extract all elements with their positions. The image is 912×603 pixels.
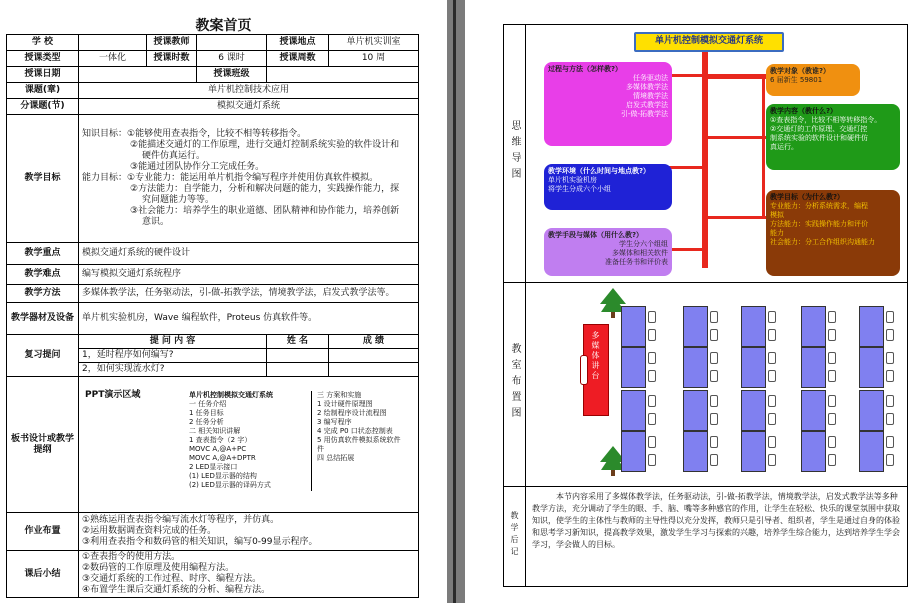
scroll-divider — [453, 0, 456, 603]
chair — [828, 395, 836, 407]
chair — [886, 311, 894, 323]
chair — [648, 436, 656, 448]
row-date: 授课日期 授课班级 — [7, 67, 419, 83]
desk — [859, 390, 884, 431]
desk — [621, 306, 646, 347]
chair — [886, 436, 894, 448]
row-subtopic: 分课题(节) 模拟交通灯系统 — [7, 99, 419, 115]
mindmap-target: 教学对象（教谁?） 6 届新生 59801 — [766, 64, 860, 96]
desk — [859, 347, 884, 388]
classroom-layout — [526, 284, 906, 486]
chair — [828, 436, 836, 448]
row-chapter: 课题(章) 单片机控制技术应用 — [7, 83, 419, 99]
right-table — [503, 24, 908, 587]
page-gutter — [447, 0, 465, 603]
chair — [648, 413, 656, 425]
chair — [710, 311, 718, 323]
ppt-area-label: PPT演示区域 — [85, 390, 141, 400]
row-equipment: 教学器材及设备 单片机实验机房，Wave 编程软件，Proteus 仿真软件等。 — [7, 303, 419, 335]
chair — [648, 395, 656, 407]
mindmap-process: 过程与方法（怎样教?） 任务驱动法 多媒体教学法 情境教学法 启发式教学法 引-做-拓教学法 — [544, 62, 672, 146]
desk — [741, 347, 766, 388]
desk — [621, 431, 646, 472]
row-type: 授课类型 一体化 授课时数 6 课时 授课周数 10 周 — [7, 51, 419, 67]
chair — [828, 311, 836, 323]
row-review-head: 复习提问 提 问 内 容 姓 名 成 绩 — [7, 335, 419, 349]
row-homework: 作业布置 ①熟练运用查表指令编写流水灯等程序，并仿真。 ②运用数据调查资料完成的任务。 ③利用查表指令和数码管的相关知识，编写0-99显示程序。 — [7, 513, 419, 551]
chair — [886, 329, 894, 341]
chair — [768, 352, 776, 364]
mindmap-title: 单片机控制模拟交通灯系统 — [634, 32, 784, 52]
desk — [621, 390, 646, 431]
review-item: 1，延时程序如何编写? — [7, 349, 419, 363]
lesson-plan-table — [6, 34, 419, 598]
row-summary: 课后小结 ①查表指令的使用方法。 ②数码管的工作原理及使用编程方法。 ③交通灯系统的工作过程、时序、编程方法。 ④布置学生课后交通灯系统的分析、编程方法。 — [7, 551, 419, 598]
chair — [710, 413, 718, 425]
row-difficulty: 教学难点 编写模拟交通灯系统程序 — [7, 265, 419, 285]
chair — [768, 329, 776, 341]
chair — [886, 352, 894, 364]
desk — [801, 390, 826, 431]
desk — [683, 347, 708, 388]
right-page — [465, 0, 912, 603]
chair — [648, 311, 656, 323]
chair — [886, 370, 894, 382]
desk — [741, 390, 766, 431]
row-reflection: 教学后记 本节内容采用了多媒体教学法，任务驱动法，引-做-拓教学法，情境教学法，启发式教学法等多种教学方法，充分调动了学生的眼、手、脑、嘴等多种感官的作用，让学生在轻松、快乐的课堂氛围中获取知识，使学生的主体性与教师的主导性得以充分发挥，教师只是引导者、组织者，学生是通过自身的体验和思考学习新知识，提高教学效果，激发学生学习与探索的兴趣，培养学生综合能力，达到培养学生学会学习，学会做人的目标。 — [504, 487, 908, 587]
desk — [741, 431, 766, 472]
chair — [828, 370, 836, 382]
chair — [648, 352, 656, 364]
chair — [828, 454, 836, 466]
row-board: 板书设计或教学提纲 PPT演示区域 单片机控制模拟交通灯系统 一 任务介绍 1 任务目标 2 任务分析 二 相关知识讲解 1 查表指令（2 字） MOVC A,@A+PC MOVC A,@A+DPTR 2 LED显示接口 (1) LED显示器的结构 (2) LED显示器的译码方式 三 方案和实施 1 设计硬件原理图 2 绘制程序设计流程图 3 编写程序 4 完成 P0 口状态控制表 5 用仿真软件模拟系统软件 件 四 总结拓展 — [7, 377, 419, 513]
review-item: 2，如何实现流水灯? — [7, 363, 419, 377]
row-method: 教学方法 多媒体教学法，任务驱动法，引-做-拓教学法，情境教学法，启发式教学法等。 — [7, 285, 419, 303]
chair — [648, 454, 656, 466]
board-outline-1: 单片机控制模拟交通灯系统 一 任务介绍 1 任务目标 2 任务分析 二 相关知识讲解 1 查表指令（2 字） MOVC A,@A+PC MOVC A,@A+DPTR 2 LED显示接口 (1) LED显示器的结构 (2) LED显示器的译码方式 — [189, 391, 273, 489]
desk — [683, 306, 708, 347]
chair — [768, 370, 776, 382]
chair — [886, 454, 894, 466]
chair — [886, 395, 894, 407]
chair — [710, 436, 718, 448]
chair — [886, 413, 894, 425]
chair — [648, 370, 656, 382]
row-school: 学 校 授课教师 授课地点 单片机实训室 — [7, 35, 419, 51]
row-mindmap: 思维导图 单片机控制模拟交通灯系统 过程与方法（怎样教?） 任务驱动法 多媒体教学法 情境教学法 启发式教学法 引-做-拓教学法 教学环境（什么时间与地点教?） 单片机实验机房 将学生分成六个小组 教学手段与媒体（用什么教?） 学生分六个组组 多媒体和相关软件 准备任务书和评价表 教学对象（教谁?） 6 届新生 59801 教学内容（教什么?） ①查表指令，比较不相等转移指令。 ②交通灯的工作原理、交通灯控 制系统实验的软件设计和硬件仿 真运行。 教学目标（为什么教?） 专业能力：分析系统需求，编程 模拟 方法能力：实践操作能力和评价 能力 社会能力：分工合作组织沟通能力 — [504, 25, 908, 283]
chair — [768, 413, 776, 425]
desk — [859, 306, 884, 347]
row-classroom-layout: 教室布置图 多媒体讲台 — [504, 283, 908, 487]
chair — [710, 454, 718, 466]
chair — [768, 311, 776, 323]
left-page — [0, 0, 447, 603]
desk — [801, 347, 826, 388]
desk — [683, 431, 708, 472]
mindmap-means: 教学手段与媒体（用什么教?） 学生分六个组组 多媒体和相关软件 准备任务书和评价表 — [544, 228, 672, 276]
mindmap-content: 教学内容（教什么?） ①查表指令，比较不相等转移指令。 ②交通灯的工作原理、交通灯控 制系统实验的软件设计和硬件仿 真运行。 — [766, 104, 900, 170]
desk — [801, 431, 826, 472]
mind-map — [526, 26, 906, 282]
desk — [859, 431, 884, 472]
desk — [741, 306, 766, 347]
row-key-point: 教学重点 模拟交通灯系统的硬件设计 — [7, 243, 419, 265]
mindmap-goal: 教学目标（为什么教?） 专业能力：分析系统需求，编程 模拟 方法能力：实践操作能力和评价 能力 社会能力：分工合作组织沟通能力 — [766, 190, 900, 276]
desk — [621, 347, 646, 388]
chair — [710, 395, 718, 407]
chair — [768, 436, 776, 448]
objectives-text: 知识目标：①能够使用查表指令，比较不相等转移指令。 ②能描述交通灯的工作原理，进行交通灯控制系统实验的软件设计和 硬件仿真运行。 ③能通过团队协作分工完成任务。 能力目标：①专业能力：能运用单片机指令编写程序并使用仿真软件模拟。 ②方法能力：自学能力，分析和解决问题的能力，实践操作能力，探 究问题能力等等。 ③社会能力：培养学生的职业道德、团队精神和协作能力，培养创新 意识。 — [79, 115, 419, 243]
chair — [828, 329, 836, 341]
chair — [648, 329, 656, 341]
chair — [768, 454, 776, 466]
chair — [828, 413, 836, 425]
chair — [710, 352, 718, 364]
desk — [801, 306, 826, 347]
row-objectives: 教学目标 知识目标：①能够使用查表指令，比较不相等转移指令。 ②能描述交通灯的工作原理，进行交通灯控制系统实验的软件设计和 硬件仿真运行。 ③能通过团队协作分工完成任务。 能力目标：①专业能力：能运用单片机指令编写程序并使用仿真软件模拟。 ②方法能力：自学能力，分析和解决问题的能力，实践操作能力，探 究问题能力等等。 ③社会能力：培养学生的职业道德、团队精神和协作能力，培养创新 意识。 — [7, 115, 419, 243]
reflection-text: 本节内容采用了多媒体教学法，任务驱动法，引-做-拓教学法，情境教学法，启发式教学法等多种教学方法，充分调动了学生的眼、手、脑、嘴等多种感官的作用，让学生在轻松、快乐的课堂氛围中获取知识，使学生的主体性与教师的主导性得以充分发挥，教师只是引导者、组织者，学生是通过自身的体验和思考学习新知识，提高教学效果，激发学生学习与探索的兴趣，培养学生综合能力，达到培养学生学会学习，学会做人的目标。 — [526, 487, 908, 587]
board-outline-2: 三 方案和实施 1 设计硬件原理图 2 绘制程序设计流程图 3 编写程序 4 完成 P0 口状态控制表 5 用仿真软件模拟系统软件 件 四 总结拓展 — [317, 391, 401, 462]
podium: 多媒体讲台 — [583, 324, 609, 416]
page-title: 教案首页 — [195, 18, 252, 34]
chair — [828, 352, 836, 364]
chair — [710, 370, 718, 382]
desk — [683, 390, 708, 431]
chair — [710, 329, 718, 341]
mindmap-environment: 教学环境（什么时间与地点教?） 单片机实验机房 将学生分成六个小组 — [544, 164, 672, 210]
chair — [768, 395, 776, 407]
